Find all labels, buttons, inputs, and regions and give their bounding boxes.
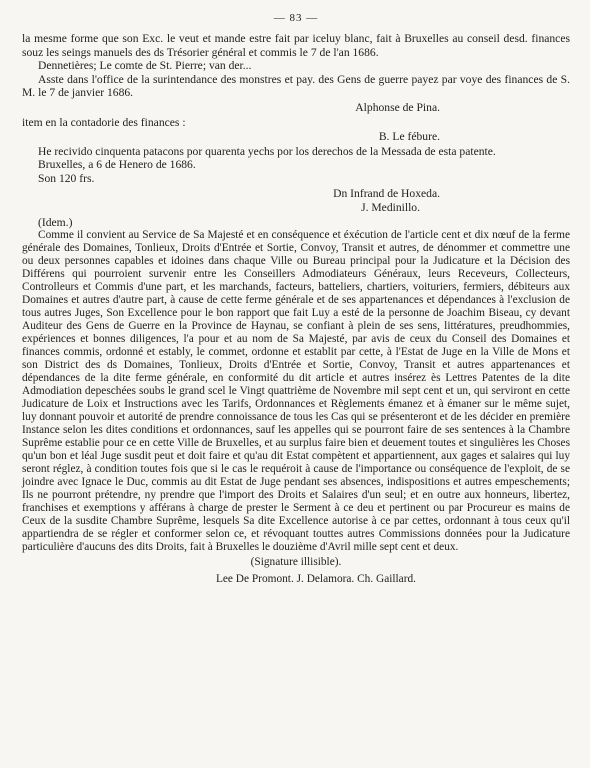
- paragraph-contadorie: item en la contadorie des finances :: [22, 115, 186, 129]
- signature-lefebure: B. Le fébure.: [378, 130, 440, 144]
- main-commission-text: [22, 229, 570, 586]
- signature-illegible: (Signature illisible).: [250, 556, 342, 569]
- paragraph-amount: Son 120 frs.: [38, 171, 95, 185]
- signature-medinillo: J. Medinillo.: [361, 201, 420, 215]
- signature-signers: Lee De Promont. J. Delamora. Ch. Gaillard.: [215, 573, 417, 586]
- signature-pina: Alphonse de Pina.: [355, 100, 440, 114]
- paragraph-signers-list: Dennetières; Le comte de St. Pierre; van der...: [38, 59, 252, 73]
- paragraph-date: Bruxelles, a 6 de Henero de 1686.: [38, 158, 196, 172]
- paragraph-main: Comme il convient au Service de Sa Majesté et en conséquence et éxécution de l'article cent et dix nœuf de la ferme générale des Domaines, Tonlieux, Droits d'Entrée et Sortie, Convoy, Transit et autres, de dénommer et commettre une ou deux personnes capables et idoines dans chaque Ville ou Bureau principal pour la Judicature et la Décision des Différens qui pourroient survenir entre les Conseillers Admodiateurs Généraux, leurs Receveurs, Collecteurs, Controlleurs et Commis d'une part, et les marchands, facteurs, batteliers, chartiers, voituriers, fermiers, débiteurs aux Domaines et autres d'autre part, à cause de cette ferme générale et de ses appartenances et dépendances à l'exclusion de tous autres Juges, Son Excellence pour le bon rapport que fait Luy a esté de la personne de Joachim Biseau, cy devant Auditeur des Gens de Guerre en la Province de Haynau, se confiant à plein de ses sens, littératures, preudhommies, expériences et bonnes diligences, l'a pour et au nom de Sa Majesté, par avis de ceux du Conseil des Domaines et finances commis, ordonné et estably, le commet, ordonne et establit par cette, à l'Estat de Juge en la Ville de Mons et son District des ds Domaines, Tonlieux, Droits d'Entrée et Sortie, Convoy, Transit et autres appartenances et dépendances de la dite ferme générale, en conformité du dit article et autres insérez ès Lettres Patentes de la dite Admodiation depeschées soubs le grand scel le Vingt quattrième de Novembre mil sept cent et un, qui serviront en cette Judicature de Loix et Instructions avec les Tarifs, Ordonnances et Règlements émanez et à émaner sur le même sujet, luy donnant pouvoir et autorité de prendre connoissance de tous les Cas qui se présenteront et de les décider en première Instance selon les dites conditions et ordonnances, sauf les appelles qui se pourront faire de ses sentences à la Chambre Suprême establie pour ce en cette Ville de Bruxelles, et au surplus faire bien et deuement toutes et singulières les Choses qu'un bon et léal Juge susdit peut et doit faire et qu'au dit Estat compètent et appartiennent, aux gages et salaires qui luy seront réglez, à condition toutes fois que si le cas le requéroit à cause de l'importance ou conséquence de l'exploit, de se joindre avec Ignace le Duc, commis au dit Estat de Juge pendant ses absences, indispositions et autres empeschements; Ils ne pourront prétendre, ny prendre que l'import des Droits et Salaires d'un seul; et en outre aux honneurs, libertez, franchises et exemptions y afférans à charge de prester le Serment à ce deu et pertinent ou par Procureur es mains de Ceux de la susdite Chambre Suprême, lesquels Sa dite Excellence autorise à ce par cettes, ordonnant à tous ceux qu'il appartiendra de se régler et conformer selon ce, et révoquant touttes autres Commissions données pour la Judicature particulière d'aucuns des dits Droits, fait à Bruxelles le douzième d'Avril mille sept cent et deux.: [22, 229, 570, 554]
- signature-hoxeda: Dn Infrand de Hoxeda.: [333, 186, 440, 200]
- paragraph-office-note: Asste dans l'office de la surintendance des monstres et pay. des Gens de guerre payez par voye des finances de S. M. le 7 de janvier 1686.: [22, 72, 570, 100]
- paragraph-spanish-receipt: He recivido cinquenta patacons por quarenta yechs por los derechos de la Messada de esta patente.: [38, 144, 496, 158]
- page-number: — 83 —: [273, 12, 319, 24]
- paragraph-continuation: la mesme forme que son Exc. le veut et mande estre fait par iceluy blanc, fait à Bruxelles au conseil desd. finances souz les seings manuels des ds Trésorier général et commis le 7 de l'an 1686.: [22, 32, 570, 59]
- document-body: [22, 32, 570, 229]
- idem-marker: (Idem.): [38, 215, 73, 229]
